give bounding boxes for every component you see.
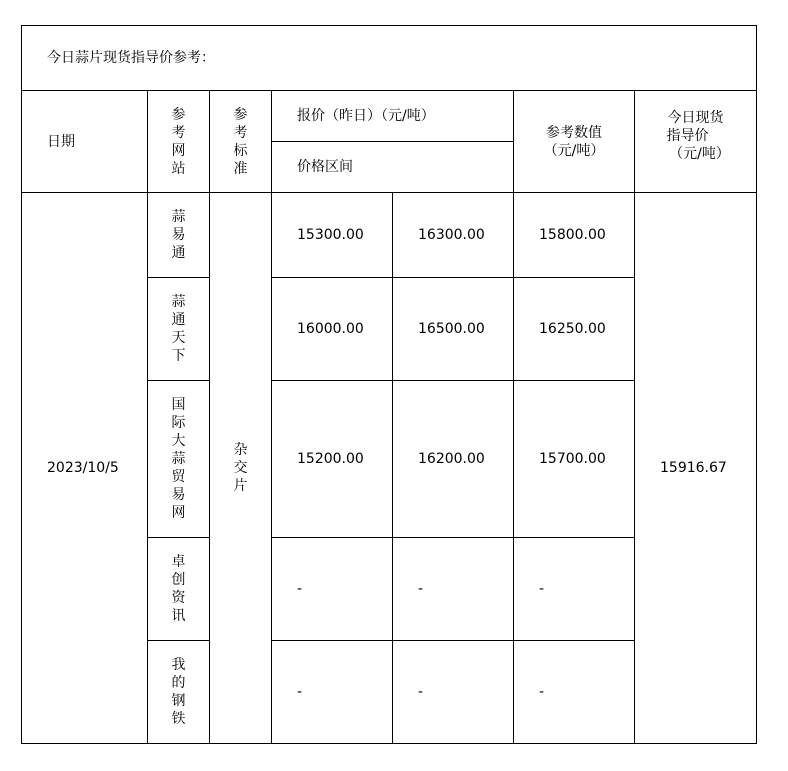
header-standard-label: 参考标准 <box>233 106 248 177</box>
price-low: 16000.00 <box>272 278 393 381</box>
ref-value: - <box>514 538 635 641</box>
header-guide-line-1: 今日现货 <box>667 110 724 126</box>
header-ref-value <box>514 91 635 193</box>
price-high: 16300.00 <box>393 193 514 278</box>
header-date: 日期 <box>22 91 148 193</box>
site-name: 我的钢铁 <box>171 657 186 727</box>
guide-price-cell: 15916.67 <box>635 193 757 744</box>
site-cell <box>148 538 210 641</box>
price-high: 16200.00 <box>393 381 514 538</box>
table-row <box>22 193 757 278</box>
price-low: 15200.00 <box>272 381 393 538</box>
ref-value: - <box>514 641 635 744</box>
site-name: 卓创资讯 <box>171 554 186 624</box>
header-guide-line-2: 指导价 <box>666 128 709 144</box>
price-low: 15300.00 <box>272 193 393 278</box>
ref-value: 16250.00 <box>514 278 635 381</box>
standard-cell <box>210 193 272 744</box>
price-table <box>21 25 757 744</box>
header-site <box>148 91 210 193</box>
date-cell: 2023/10/5 <box>22 193 148 744</box>
site-cell <box>148 193 210 278</box>
site-name: 国际大蒜贸易网 <box>171 397 186 521</box>
site-name: 蒜易通 <box>171 209 186 261</box>
site-name: 蒜通天下 <box>171 294 186 364</box>
header-guide-price <box>635 91 757 193</box>
price-high: - <box>393 641 514 744</box>
header-row-1 <box>22 91 757 142</box>
site-cell <box>148 381 210 538</box>
ref-value: 15800.00 <box>514 193 635 278</box>
price-low: - <box>272 641 393 744</box>
standard-name: 杂交片 <box>233 442 248 494</box>
price-high: - <box>393 538 514 641</box>
header-range: 价格区间 <box>272 142 514 193</box>
header-ref-value-label: 参考数值（元/吨） <box>543 124 605 159</box>
title-row <box>22 26 757 91</box>
price-low: - <box>272 538 393 641</box>
ref-value: 15700.00 <box>514 381 635 538</box>
price-high: 16500.00 <box>393 278 514 381</box>
header-site-label: 参考网站 <box>171 106 186 177</box>
header-standard <box>210 91 272 193</box>
table-title: 今日蒜片现货指导价参考： <box>22 26 757 91</box>
site-cell <box>148 641 210 744</box>
header-guide-line-3: （元/吨） <box>669 146 730 162</box>
site-cell <box>148 278 210 381</box>
header-quote: 报价（昨日）（元/吨） <box>272 91 514 142</box>
